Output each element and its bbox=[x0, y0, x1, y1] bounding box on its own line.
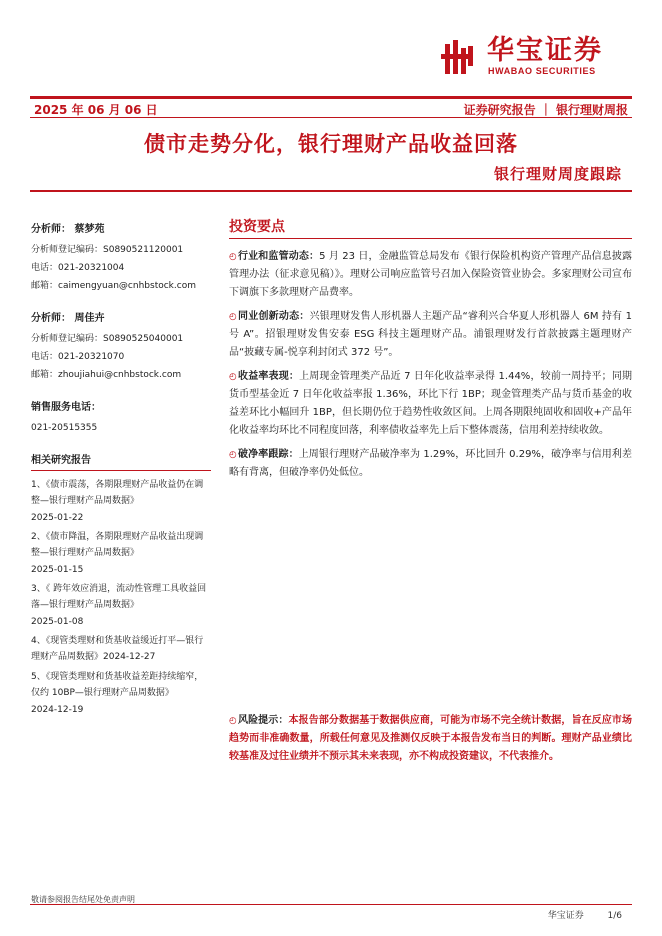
highlight-text: 上周银行理财产品破净率为 1.29%，环比回升 0.29%，破净率与信用利差略有背离，但破净率仍处低位。 bbox=[229, 449, 632, 478]
list-item[interactable] bbox=[31, 633, 211, 665]
footer-company: 华宝证券 bbox=[547, 911, 584, 921]
bullet-icon: ◴ bbox=[229, 372, 237, 382]
sales-phone: 021-20515355 bbox=[31, 423, 98, 433]
footer-divider bbox=[30, 904, 632, 905]
list-item[interactable] bbox=[31, 581, 211, 631]
report-date: 2025 年 06 月 06 日 bbox=[34, 103, 158, 117]
highlight-label: 行业和监管动态： bbox=[237, 251, 320, 262]
investment-heading: 投资要点 bbox=[229, 219, 285, 235]
highlight-text: 上周现金管理类产品近 7 日年化收益率录得 1.44%，较前一周持平；同期货币型基金近 7 日年化收益率报 1.36%，环比下行 1BP；现金管理类产品与货币基金的收益差环比小幅回升 1BP，但长期仍位于趋势性收敛区间。上周各期限纯固收和固收+产品年化收益率均环比不同程度回落，利率债收益率先上后下整体震荡，信用利差持续收敛。 bbox=[229, 371, 633, 436]
logo-english-name: HWABAO SECURITIES bbox=[488, 66, 596, 76]
section-divider bbox=[229, 238, 632, 239]
list-item[interactable] bbox=[31, 529, 211, 579]
analyst-registration: 分析师登记编码：S0890521120001 bbox=[31, 245, 184, 255]
risk-label: 风险提示： bbox=[237, 715, 289, 726]
header-bar bbox=[30, 96, 632, 118]
bullet-icon: ◴ bbox=[229, 312, 237, 322]
company-logo bbox=[441, 36, 631, 80]
highlight-label: 破净率跟踪： bbox=[237, 449, 299, 460]
list-item[interactable] bbox=[31, 669, 211, 719]
footer-page-info bbox=[548, 908, 622, 921]
related-report-date: 2025-01-22 bbox=[31, 513, 84, 523]
investment-highlights bbox=[229, 216, 632, 488]
related-report-date: 2025-01-15 bbox=[31, 565, 84, 575]
related-reports bbox=[31, 451, 211, 719]
highlight-label: 收益率表现： bbox=[237, 371, 300, 382]
highlight-paragraph bbox=[229, 248, 632, 302]
footer-disclaimer: 敬请参阅报告结尾处免责声明 bbox=[31, 895, 135, 904]
left-sidebar bbox=[31, 220, 211, 721]
analyst-card bbox=[31, 309, 211, 384]
related-reports-heading: 相关研究报告 bbox=[31, 451, 211, 471]
logo-chinese-name: 华宝证券 bbox=[487, 35, 603, 66]
analyst-phone: 电话：021-20321004 bbox=[31, 263, 125, 273]
highlight-paragraph bbox=[229, 368, 632, 440]
highlight-text: 兴银理财发售人形机器人主题产品“睿利兴合华夏人形机器人 6M 持有 1 号 A”。招银理财发售安泰 ESG 科技主题理财产品。浦银理财发行首款披露主题理财产品“披藏专属-悦享利封闭式 372 号”。 bbox=[229, 311, 633, 358]
highlight-paragraph bbox=[229, 446, 632, 482]
related-report-title[interactable]: 2、《债市降温，各期限理财产品收益出现调整—银行理财产品周数据》 bbox=[31, 532, 204, 558]
highlight-text: 5 月 23 日，金融监管总局发布《银行保险机构资产管理产品信息披露管理办法（征求意见稿）》。理财公司响应监管号召加入保险资管业协会。多家理财公司宣布下调旗下多款理财产品费率。 bbox=[229, 251, 633, 298]
page-subtitle: 银行理财周度跟踪 bbox=[493, 165, 622, 183]
highlight-paragraph bbox=[229, 308, 632, 362]
sales-heading: 销售服务电话： bbox=[31, 402, 101, 413]
risk-warning bbox=[229, 712, 632, 766]
hwabao-logo-icon bbox=[441, 38, 481, 78]
title-divider bbox=[30, 190, 632, 192]
analyst-name: 分析师： 周佳卉 bbox=[31, 313, 105, 324]
sales-contact bbox=[31, 398, 211, 437]
related-report-title[interactable]: 1、《债市震荡，各期限理财产品收益仍在调整—银行理财产品周数据》 bbox=[31, 480, 204, 506]
analyst-email[interactable]: 邮箱：zhoujiahui@cnhbstock.com bbox=[31, 370, 182, 380]
analyst-registration: 分析师登记编码：S0890525040001 bbox=[31, 334, 184, 344]
report-category: 证券研究报告 ｜ 银行理财周报 bbox=[463, 103, 628, 117]
related-report-title[interactable]: 3、《 跨年效应消退，流动性管理工具收益回落—银行理财产品周数据》 bbox=[31, 584, 207, 610]
risk-text: 本报告部分数据基于数据供应商，可能为市场不完全统计数据，旨在反应市场趋势而非准确数量，所载任何意见及推测仅反映于本报告发布当日的判断。理财产品业绩比较基准及过往业绩并不预示其未来表现，亦不构成投资建议，不代表推介。 bbox=[229, 715, 633, 762]
bullet-icon: ◴ bbox=[229, 450, 237, 460]
analyst-name: 分析师： 蔡梦苑 bbox=[31, 224, 105, 235]
bullet-icon: ◴ bbox=[229, 716, 237, 726]
analyst-phone: 电话：021-20321070 bbox=[31, 352, 125, 362]
related-report-title[interactable]: 5、《现管类理财和货基收益差距持续缩窄，仅约 10BP—银行理财产品周数据》 bbox=[31, 672, 204, 698]
related-report-date: 2025-01-08 bbox=[31, 617, 84, 627]
highlight-label: 同业创新动态： bbox=[237, 311, 310, 322]
related-report-title[interactable]: 4、《现管类理财和货基收益缓近打平—银行理财产品周数据》2024-12-27 bbox=[31, 636, 204, 662]
related-report-date: 2024-12-19 bbox=[31, 705, 84, 715]
analyst-card bbox=[31, 220, 211, 295]
page-title: 债市走势分化，银行理财产品收益回落 bbox=[144, 132, 518, 156]
page-number: 1/6 bbox=[607, 911, 622, 921]
list-item[interactable] bbox=[31, 477, 211, 527]
bullet-icon: ◴ bbox=[229, 252, 237, 262]
analyst-email[interactable]: 邮箱：caimengyuan@cnhbstock.com bbox=[31, 281, 196, 291]
